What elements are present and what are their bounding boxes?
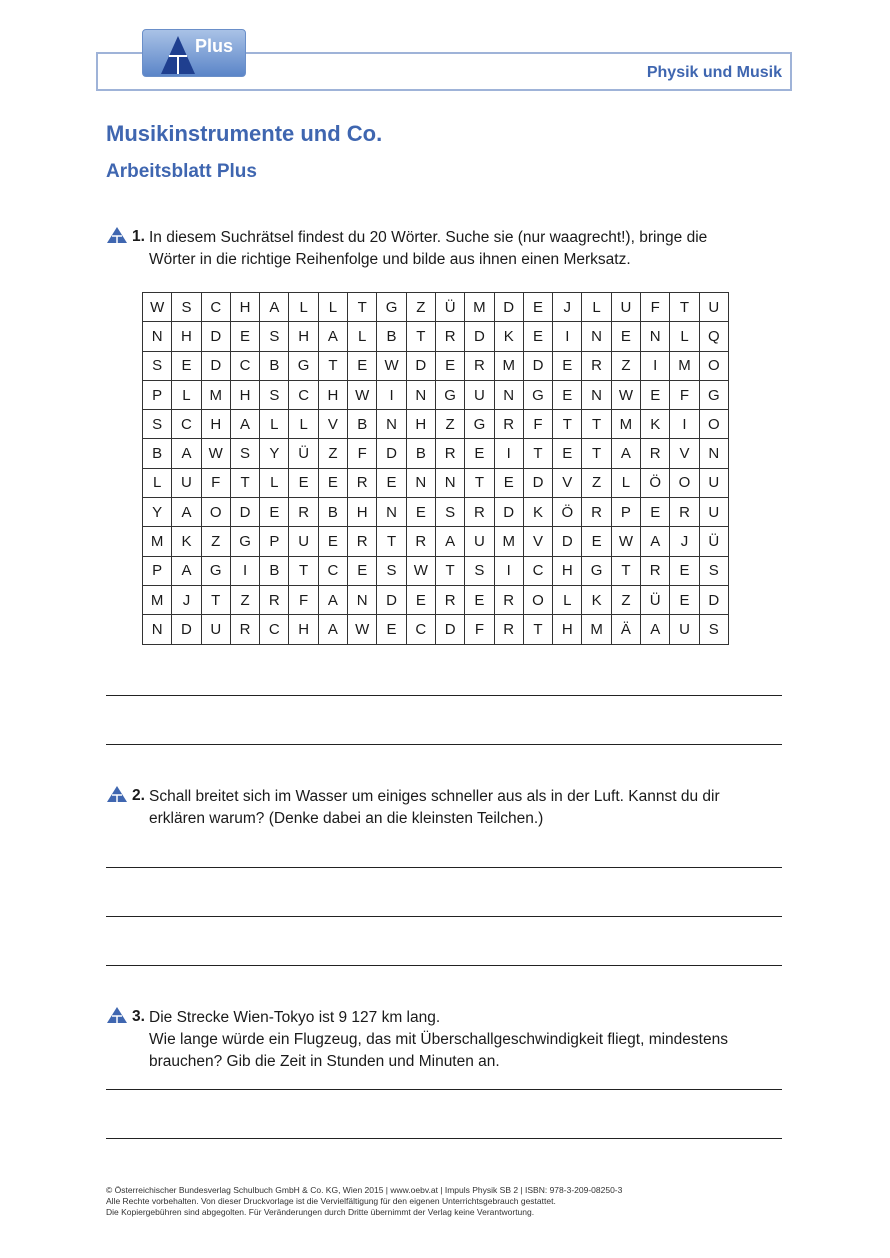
grid-cell[interactable]: F xyxy=(465,615,494,644)
grid-cell[interactable]: T xyxy=(230,468,259,497)
grid-cell[interactable]: Z xyxy=(201,527,230,556)
task-2-line: erklären warum? (Denke dabei an die kleinsten Teilchen.) xyxy=(149,810,544,827)
grid-cell[interactable]: O xyxy=(523,585,552,614)
grid-row xyxy=(143,439,729,468)
footer-line: © Österreichischer Bundesverlag Schulbuch GmbH & Co. KG, Wien 2015 | www.oebv.at | Impuls Physik SB 2 | ISBN: 978-3-209-08250-3 xyxy=(106,1185,623,1195)
grid-cell[interactable]: A xyxy=(318,615,347,644)
grid-cell[interactable]: N xyxy=(143,615,172,644)
grid-cell[interactable]: C xyxy=(289,380,318,409)
grid-cell[interactable]: V xyxy=(670,439,699,468)
grid-cell[interactable]: N xyxy=(406,380,435,409)
grid-cell[interactable]: R xyxy=(289,498,318,527)
grid-cell[interactable]: T xyxy=(318,351,347,380)
grid-cell[interactable]: C xyxy=(230,351,259,380)
grid-cell[interactable]: M xyxy=(201,380,230,409)
grid-cell[interactable]: W xyxy=(611,527,640,556)
grid-cell[interactable]: W xyxy=(377,351,406,380)
answer-line[interactable] xyxy=(106,916,782,917)
grid-cell[interactable]: D xyxy=(699,585,728,614)
grid-cell[interactable]: O xyxy=(670,468,699,497)
grid-cell[interactable]: E xyxy=(406,498,435,527)
grid-cell[interactable]: R xyxy=(494,410,523,439)
answer-line[interactable] xyxy=(106,1089,782,1090)
grid-cell[interactable]: Y xyxy=(260,439,289,468)
grid-cell[interactable]: Z xyxy=(230,585,259,614)
grid-cell[interactable]: R xyxy=(670,498,699,527)
grid-cell[interactable]: F xyxy=(641,293,670,322)
grid-row xyxy=(143,322,729,351)
grid-cell[interactable]: H xyxy=(553,615,582,644)
grid-cell[interactable]: L xyxy=(289,293,318,322)
grid-cell[interactable]: N xyxy=(494,380,523,409)
grid-cell[interactable]: N xyxy=(377,410,406,439)
grid-cell[interactable]: E xyxy=(230,322,259,351)
grid-cell[interactable]: M xyxy=(494,527,523,556)
grid-cell[interactable]: D xyxy=(523,351,552,380)
grid-cell[interactable]: U xyxy=(465,527,494,556)
grid-cell[interactable]: L xyxy=(553,585,582,614)
grid-cell[interactable]: G xyxy=(230,527,259,556)
grid-cell[interactable]: R xyxy=(582,351,611,380)
grid-cell[interactable]: D xyxy=(523,468,552,497)
grid-cell[interactable]: E xyxy=(318,527,347,556)
answer-line[interactable] xyxy=(106,965,782,966)
grid-cell[interactable]: Ä xyxy=(611,615,640,644)
grid-cell[interactable]: G xyxy=(582,556,611,585)
grid-cell[interactable]: K xyxy=(523,498,552,527)
grid-cell[interactable]: U xyxy=(289,527,318,556)
grid-cell[interactable]: E xyxy=(611,322,640,351)
grid-cell[interactable]: D xyxy=(201,322,230,351)
grid-cell[interactable]: B xyxy=(348,410,377,439)
grid-cell[interactable]: W xyxy=(143,293,172,322)
grid-cell[interactable]: Z xyxy=(611,585,640,614)
grid-cell[interactable]: I xyxy=(641,351,670,380)
grid-cell[interactable]: T xyxy=(670,293,699,322)
grid-cell[interactable]: E xyxy=(553,351,582,380)
footer-line: Die Kopiergebühren sind abgegolten. Für Veränderungen durch Dritte übernimmt der Verlag keine Verantwortung. xyxy=(106,1207,535,1217)
grid-cell[interactable]: G xyxy=(523,380,552,409)
grid-cell[interactable]: A xyxy=(172,556,201,585)
grid-cell[interactable]: D xyxy=(553,527,582,556)
grid-cell[interactable]: R xyxy=(348,468,377,497)
grid-cell[interactable]: H xyxy=(230,380,259,409)
grid-cell[interactable]: N xyxy=(641,322,670,351)
grid-cell[interactable]: K xyxy=(494,322,523,351)
grid-cell[interactable]: Z xyxy=(611,351,640,380)
grid-cell[interactable]: E xyxy=(289,468,318,497)
grid-cell[interactable]: D xyxy=(494,498,523,527)
grid-cell[interactable]: D xyxy=(494,293,523,322)
task-3-line: brauchen? Gib die Zeit in Stunden und Minuten an. xyxy=(149,1053,500,1070)
grid-cell[interactable]: Z xyxy=(582,468,611,497)
grid-cell[interactable]: I xyxy=(494,439,523,468)
grid-cell[interactable]: M xyxy=(143,527,172,556)
grid-cell[interactable]: W xyxy=(611,380,640,409)
grid-cell[interactable]: L xyxy=(143,468,172,497)
grid-cell[interactable]: R xyxy=(230,615,259,644)
grid-cell[interactable]: H xyxy=(289,615,318,644)
task-3-text xyxy=(149,1007,789,1073)
grid-cell[interactable]: E xyxy=(377,468,406,497)
grid-cell[interactable]: G xyxy=(699,380,728,409)
grid-cell[interactable]: F xyxy=(201,468,230,497)
grid-cell[interactable]: L xyxy=(289,410,318,439)
grid-cell[interactable]: S xyxy=(172,293,201,322)
grid-cell[interactable]: E xyxy=(377,615,406,644)
grid-cell[interactable]: N xyxy=(348,585,377,614)
grid-cell[interactable]: I xyxy=(670,410,699,439)
grid-cell[interactable]: M xyxy=(611,410,640,439)
grid-cell[interactable]: D xyxy=(435,615,464,644)
grid-cell[interactable]: V xyxy=(553,468,582,497)
task-1-line: Wörter in die richtige Reihenfolge und bilde aus ihnen einen Merksatz. xyxy=(149,251,631,268)
grid-cell[interactable]: A xyxy=(435,527,464,556)
task-1-number: 1. xyxy=(132,228,145,245)
grid-cell[interactable]: W xyxy=(201,439,230,468)
grid-cell[interactable]: J xyxy=(670,527,699,556)
grid-cell[interactable]: Ö xyxy=(553,498,582,527)
grid-cell[interactable]: G xyxy=(435,380,464,409)
grid-cell[interactable]: Z xyxy=(318,439,347,468)
logo-text: Plus xyxy=(195,36,234,56)
grid-cell[interactable]: F xyxy=(348,439,377,468)
grid-cell[interactable]: U xyxy=(465,380,494,409)
grid-cell[interactable]: E xyxy=(553,380,582,409)
grid-row xyxy=(143,615,729,644)
grid-cell[interactable]: S xyxy=(260,380,289,409)
grid-cell[interactable]: B xyxy=(318,498,347,527)
grid-cell[interactable]: E xyxy=(172,351,201,380)
answer-line[interactable] xyxy=(106,1138,782,1139)
grid-cell[interactable]: Ö xyxy=(641,468,670,497)
grid-cell[interactable]: L xyxy=(318,293,347,322)
grid-cell[interactable]: E xyxy=(465,585,494,614)
grid-cell[interactable]: D xyxy=(201,351,230,380)
grid-cell[interactable]: B xyxy=(406,439,435,468)
task-pyramid-icon xyxy=(106,226,128,244)
grid-cell[interactable]: S xyxy=(143,351,172,380)
grid-cell[interactable]: E xyxy=(494,468,523,497)
grid-cell[interactable]: A xyxy=(641,527,670,556)
grid-cell[interactable]: E xyxy=(406,585,435,614)
grid-cell[interactable]: C xyxy=(318,556,347,585)
grid-cell[interactable]: N xyxy=(582,322,611,351)
grid-cell[interactable]: U xyxy=(670,615,699,644)
grid-cell[interactable]: Z xyxy=(406,293,435,322)
grid-cell[interactable]: L xyxy=(611,468,640,497)
grid-cell[interactable]: S xyxy=(699,556,728,585)
grid-cell[interactable]: E xyxy=(435,351,464,380)
grid-cell[interactable]: D xyxy=(406,351,435,380)
grid-cell[interactable]: P xyxy=(143,380,172,409)
footer-line: Alle Rechte vorbehalten. Von dieser Druckvorlage ist die Vervielfältigung für den eigenen Unterrichtsgebrauch gestattet. xyxy=(106,1196,556,1206)
grid-cell[interactable]: E xyxy=(582,527,611,556)
grid-cell[interactable]: M xyxy=(465,293,494,322)
grid-cell[interactable]: T xyxy=(611,556,640,585)
grid-cell[interactable]: J xyxy=(553,293,582,322)
page-subtitle: Arbeitsblatt Plus xyxy=(106,161,257,182)
grid-cell[interactable]: S xyxy=(143,410,172,439)
grid-cell[interactable]: S xyxy=(230,439,259,468)
grid-cell[interactable]: S xyxy=(377,556,406,585)
grid-cell[interactable]: R xyxy=(435,585,464,614)
grid-cell[interactable]: H xyxy=(348,498,377,527)
grid-cell[interactable]: S xyxy=(465,556,494,585)
grid-cell[interactable]: E xyxy=(523,322,552,351)
grid-cell[interactable]: R xyxy=(494,615,523,644)
grid-cell[interactable]: S xyxy=(435,498,464,527)
grid-cell[interactable]: T xyxy=(582,439,611,468)
grid-cell[interactable]: M xyxy=(143,585,172,614)
grid-cell[interactable]: T xyxy=(289,556,318,585)
grid-cell[interactable]: P xyxy=(611,498,640,527)
grid-row xyxy=(143,527,729,556)
grid-cell[interactable]: K xyxy=(641,410,670,439)
page-title: Musikinstrumente und Co. xyxy=(106,121,383,146)
grid-cell[interactable]: W xyxy=(406,556,435,585)
grid-cell[interactable]: D xyxy=(465,322,494,351)
grid-cell[interactable]: Q xyxy=(699,322,728,351)
grid-cell[interactable]: R xyxy=(465,498,494,527)
grid-cell[interactable]: P xyxy=(143,556,172,585)
grid-cell[interactable]: H xyxy=(289,322,318,351)
grid-cell[interactable]: R xyxy=(406,527,435,556)
grid-cell[interactable]: N xyxy=(435,468,464,497)
grid-cell[interactable]: A xyxy=(260,293,289,322)
grid-cell[interactable]: O xyxy=(201,498,230,527)
grid-cell[interactable]: U xyxy=(201,615,230,644)
grid-cell[interactable]: G xyxy=(201,556,230,585)
grid-cell[interactable]: R xyxy=(641,556,670,585)
grid-cell[interactable]: I xyxy=(553,322,582,351)
grid-cell[interactable]: N xyxy=(699,439,728,468)
grid-cell[interactable]: R xyxy=(435,322,464,351)
grid-cell[interactable]: Ü xyxy=(699,527,728,556)
grid-cell[interactable]: O xyxy=(699,351,728,380)
section-title: Physik und Musik xyxy=(646,64,782,81)
grid-cell[interactable]: T xyxy=(523,439,552,468)
grid-cell[interactable]: R xyxy=(641,439,670,468)
grid-cell[interactable]: D xyxy=(230,498,259,527)
grid-cell[interactable]: V xyxy=(523,527,552,556)
grid-cell[interactable]: L xyxy=(670,322,699,351)
grid-cell[interactable]: L xyxy=(172,380,201,409)
grid-cell[interactable]: L xyxy=(260,468,289,497)
grid-cell[interactable]: T xyxy=(435,556,464,585)
grid-cell[interactable]: S xyxy=(699,615,728,644)
grid-cell[interactable]: Y xyxy=(143,498,172,527)
grid-cell[interactable]: N xyxy=(143,322,172,351)
grid-cell[interactable]: C xyxy=(172,410,201,439)
grid-row xyxy=(143,585,729,614)
grid-cell[interactable]: L xyxy=(348,322,377,351)
task-2-line: Schall breitet sich im Wasser um einiges schneller aus als in der Luft. Kannst du dir xyxy=(149,788,720,805)
grid-cell[interactable]: D xyxy=(377,439,406,468)
grid-cell[interactable]: C xyxy=(201,293,230,322)
grid-cell[interactable]: S xyxy=(260,322,289,351)
grid-cell[interactable]: P xyxy=(260,527,289,556)
grid-cell[interactable]: A xyxy=(172,498,201,527)
grid-cell[interactable]: M xyxy=(494,351,523,380)
grid-cell[interactable]: C xyxy=(406,615,435,644)
grid-cell[interactable]: E xyxy=(465,439,494,468)
grid-cell[interactable]: B xyxy=(377,322,406,351)
grid-cell[interactable]: A xyxy=(641,615,670,644)
grid-cell[interactable]: B xyxy=(143,439,172,468)
grid-cell[interactable]: N xyxy=(406,468,435,497)
grid-cell[interactable]: T xyxy=(465,468,494,497)
grid-cell[interactable]: I xyxy=(377,380,406,409)
grid-cell[interactable]: U xyxy=(172,468,201,497)
grid-row xyxy=(143,293,729,322)
grid-cell[interactable]: H xyxy=(406,410,435,439)
grid-cell[interactable]: E xyxy=(641,498,670,527)
grid-cell[interactable]: B xyxy=(260,351,289,380)
grid-cell[interactable]: C xyxy=(523,556,552,585)
grid-cell[interactable]: U xyxy=(699,293,728,322)
grid-cell[interactable]: F xyxy=(670,380,699,409)
grid-cell[interactable]: E xyxy=(553,439,582,468)
grid-cell[interactable]: N xyxy=(377,498,406,527)
word-search-grid xyxy=(142,292,729,645)
grid-cell[interactable]: T xyxy=(201,585,230,614)
grid-row xyxy=(143,380,729,409)
grid-cell[interactable]: W xyxy=(348,615,377,644)
grid-cell[interactable]: U xyxy=(699,468,728,497)
grid-cell[interactable]: I xyxy=(230,556,259,585)
grid-cell[interactable]: G xyxy=(377,293,406,322)
grid-row xyxy=(143,351,729,380)
grid-row xyxy=(143,498,729,527)
grid-cell[interactable]: Ü xyxy=(641,585,670,614)
grid-cell[interactable]: T xyxy=(406,322,435,351)
grid-cell[interactable]: R xyxy=(435,439,464,468)
task-pyramid-icon xyxy=(106,785,128,803)
grid-cell[interactable]: T xyxy=(377,527,406,556)
grid-cell[interactable]: T xyxy=(553,410,582,439)
grid-cell[interactable]: H xyxy=(230,293,259,322)
grid-cell[interactable]: Ü xyxy=(435,293,464,322)
grid-row xyxy=(143,556,729,585)
task-1-text xyxy=(149,227,789,271)
grid-cell[interactable]: K xyxy=(582,585,611,614)
grid-cell[interactable]: A xyxy=(172,439,201,468)
grid-cell[interactable]: H xyxy=(201,410,230,439)
grid-cell[interactable]: K xyxy=(172,527,201,556)
grid-cell[interactable]: E xyxy=(348,351,377,380)
grid-cell[interactable]: G xyxy=(289,351,318,380)
grid-cell[interactable]: H xyxy=(172,322,201,351)
grid-cell[interactable]: I xyxy=(494,556,523,585)
plus-logo xyxy=(142,29,246,77)
grid-cell[interactable]: J xyxy=(172,585,201,614)
grid-cell[interactable]: A xyxy=(318,585,347,614)
grid-cell[interactable]: F xyxy=(523,410,552,439)
grid-cell[interactable]: O xyxy=(699,410,728,439)
grid-cell[interactable]: M xyxy=(670,351,699,380)
task-3-number: 3. xyxy=(132,1008,145,1025)
task-1-line: In diesem Suchrätsel findest du 20 Wörter. Suche sie (nur waagrecht!), bringe die xyxy=(149,229,708,246)
grid-cell[interactable]: D xyxy=(172,615,201,644)
grid-cell[interactable]: R xyxy=(260,585,289,614)
grid-cell[interactable]: L xyxy=(582,293,611,322)
grid-cell[interactable]: D xyxy=(377,585,406,614)
grid-cell[interactable]: R xyxy=(582,498,611,527)
grid-cell[interactable]: A xyxy=(611,439,640,468)
grid-cell[interactable]: R xyxy=(494,585,523,614)
grid-cell[interactable]: L xyxy=(260,410,289,439)
grid-cell[interactable]: N xyxy=(582,380,611,409)
grid-row xyxy=(143,410,729,439)
grid-cell[interactable]: E xyxy=(260,498,289,527)
grid-cell[interactable]: E xyxy=(348,556,377,585)
answer-line[interactable] xyxy=(106,744,782,745)
grid-row xyxy=(143,468,729,497)
grid-cell[interactable]: H xyxy=(318,380,347,409)
grid-cell[interactable]: W xyxy=(348,380,377,409)
grid-cell[interactable]: H xyxy=(553,556,582,585)
grid-cell[interactable]: E xyxy=(318,468,347,497)
grid-cell[interactable]: R xyxy=(465,351,494,380)
task-2-text xyxy=(149,786,789,830)
grid-cell[interactable]: Ü xyxy=(289,439,318,468)
answer-line[interactable] xyxy=(106,695,782,696)
grid-cell[interactable]: E xyxy=(523,293,552,322)
grid-cell[interactable]: T xyxy=(523,615,552,644)
grid-cell[interactable]: C xyxy=(260,615,289,644)
grid-cell[interactable]: B xyxy=(260,556,289,585)
grid-cell[interactable]: E xyxy=(670,585,699,614)
task-3-line: Die Strecke Wien-Tokyo ist 9 127 km lang. xyxy=(149,1009,441,1026)
task-3-line: Wie lange würde ein Flugzeug, das mit Überschallgeschwindigkeit fliegt, mindestens xyxy=(149,1031,728,1048)
grid-cell[interactable]: U xyxy=(611,293,640,322)
grid-cell[interactable]: T xyxy=(348,293,377,322)
grid-cell[interactable]: A xyxy=(230,410,259,439)
grid-cell[interactable]: F xyxy=(289,585,318,614)
grid-cell[interactable]: U xyxy=(699,498,728,527)
grid-cell[interactable]: R xyxy=(348,527,377,556)
grid-cell[interactable]: E xyxy=(670,556,699,585)
grid-cell[interactable]: G xyxy=(465,410,494,439)
grid-cell[interactable]: E xyxy=(641,380,670,409)
copyright-footer xyxy=(106,1185,806,1218)
answer-line[interactable] xyxy=(106,867,782,868)
task-2-number: 2. xyxy=(132,787,145,804)
grid-cell[interactable]: Z xyxy=(435,410,464,439)
grid-cell[interactable]: M xyxy=(582,615,611,644)
task-pyramid-icon xyxy=(106,1006,128,1024)
grid-cell[interactable]: A xyxy=(318,322,347,351)
grid-cell[interactable]: V xyxy=(318,410,347,439)
grid-cell[interactable]: T xyxy=(582,410,611,439)
